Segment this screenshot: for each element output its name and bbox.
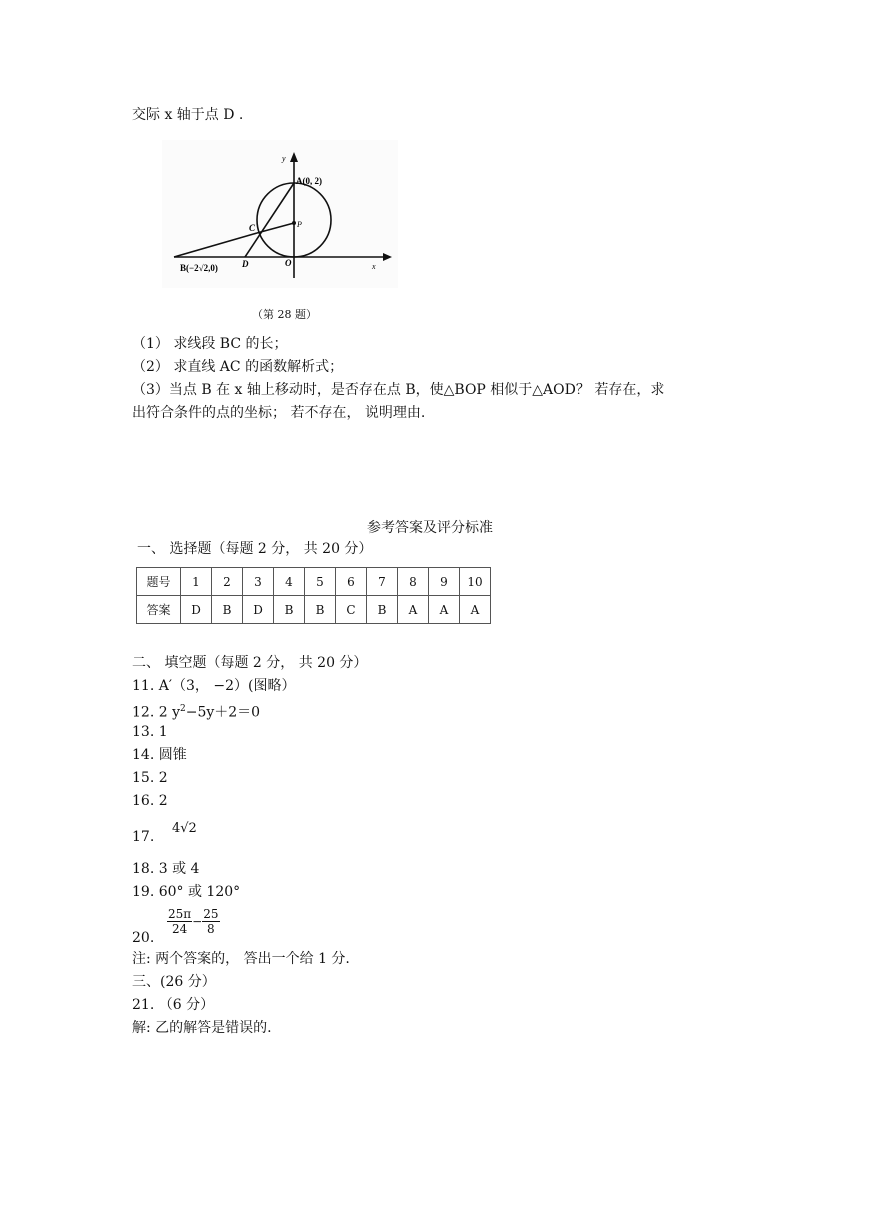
table-cell: B [367,596,398,624]
question-3-cont: 出符合条件的点的坐标； 若不存在， 说明理由. [132,405,426,421]
choice-answer-table [136,567,491,624]
answer-18: 18. 3 或 4 [132,861,200,877]
fraction-2-numerator: 25 [203,907,219,921]
section-3-heading: 三、(26 分） [132,974,216,990]
point-p [292,221,296,225]
table-cell: C [336,596,367,624]
label-c: C [249,223,256,233]
table-cell: D [181,596,212,624]
label-y: y [282,154,286,163]
table-cell: 4 [274,568,305,596]
table-cell: B [305,596,336,624]
table-cell: B [274,596,305,624]
answer-14: 14. 圆锥 [132,747,187,763]
line-bc [174,233,257,257]
label-a: A(0, 2) [296,176,322,186]
answer-12-sup: 2 [179,704,186,714]
table-cell: D [243,596,274,624]
answer-16: 16. 2 [132,793,168,809]
answer-20-expression [167,907,220,936]
geometry-figure [162,140,398,288]
question-3: （3）当点 B 在 x 轴上移动时，是否存在点 B，使△BOP 相似于△AOD？ 若存在，求 [132,382,665,398]
y-axis-arrow-icon [290,152,298,162]
fraction-2-denominator: 8 [207,922,215,936]
table-cell: 题号 [137,568,181,596]
table-cell: A [460,596,491,624]
figure-svg [162,140,398,288]
question-21: 21. （6 分） [132,997,215,1013]
table-cell: 6 [336,568,367,596]
answer-19: 19. 60° 或 120° [132,884,241,900]
answer-12-pre: 12. 2 y [132,704,180,721]
table-cell: A [429,596,460,624]
table-cell: 1 [181,568,212,596]
fraction-1 [167,907,192,936]
table-row [137,596,491,624]
table-row [137,568,491,596]
answer-12-post: −5y＋2＝0 [185,704,261,721]
line-ad [245,183,294,257]
table-cell: 3 [243,568,274,596]
answer-13: 13. 1 [132,724,168,740]
table-cell: 10 [460,568,491,596]
table-cell: 7 [367,568,398,596]
table-cell: 答案 [137,596,181,624]
label-d: D [242,259,249,269]
section-2-heading: 二、 填空题（每题 2 分， 共 20 分） [132,655,368,671]
answer-20-number: 20. [132,930,155,946]
answer-11: 11. A′（3， −2）(图略） [132,678,296,694]
label-p: P [297,220,302,229]
answer-title: 参考答案及评分标准 [367,520,493,536]
label-x: x [372,262,376,271]
solution-text: 解: 乙的解答是错误的. [132,1020,272,1036]
answer-17-value: 4√2 [172,821,197,836]
label-b: B(−2√2,0) [180,263,218,273]
label-o: O [285,258,292,268]
answer-17-number: 17. [132,829,155,845]
minus-sign: − [192,914,203,929]
figure-caption: （第 28 题） [252,308,317,321]
x-axis-arrow-icon [383,253,392,261]
section-1-heading: 一、 选择题（每题 2 分， 共 20 分） [137,541,373,557]
answer-12 [132,700,260,722]
fraction-1-denominator: 24 [171,922,188,936]
table-cell: B [212,596,243,624]
note-text: 注: 两个答案的， 答出一个给 1 分. [132,951,350,967]
table-cell: 8 [398,568,429,596]
table-cell: 5 [305,568,336,596]
question-1: （1） 求线段 BC 的长； [132,336,288,352]
table-cell: 9 [429,568,460,596]
fraction-2 [202,907,219,936]
fraction-1-numerator: 25π [168,907,192,921]
answer-15: 15. 2 [132,770,168,786]
question-2: （2） 求直线 AC 的函数解析式； [132,359,344,375]
intro-text: 交际 x 轴于点 D . [132,107,244,123]
table-cell: 2 [212,568,243,596]
table-cell: A [398,596,429,624]
line-cp [257,223,294,233]
